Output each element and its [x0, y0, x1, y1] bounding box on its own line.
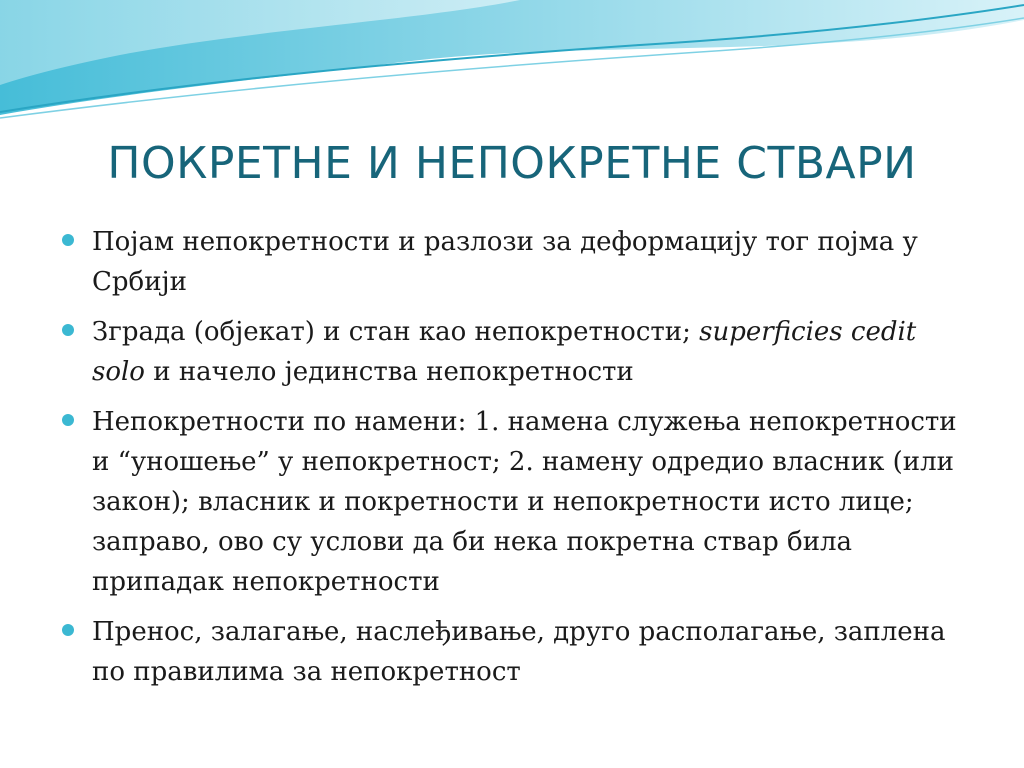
bullet-text: Појам непокретности и разлози за деформацију тог појма у Србији — [92, 227, 918, 297]
bullet-item — [62, 222, 962, 302]
bullet-icon — [62, 234, 74, 246]
wave-decoration — [0, 0, 1024, 130]
bullet-list — [62, 222, 962, 702]
bullet-icon — [62, 324, 74, 336]
bullet-text: Зграда (објекат) и стан као непокретности; superficies cedit solo и начело јединства непокретности — [92, 317, 917, 387]
bullet-item — [62, 612, 962, 692]
bullet-text: Пренос, залагање, наслеђивање, друго располагање, заплена по правилима за непокретност — [92, 617, 946, 687]
bullet-icon — [62, 414, 74, 426]
bullet-text: Непокретности по намени: 1. намена служења непокретности и “уношење” у непокретност; 2. намену одредио власник (или закон); власник и покретности и непокретности исто лице; заправо, ово су услови да би нека покретна ствар била припадак непокретности — [92, 407, 957, 597]
page-title: ПОКРЕТНЕ И НЕПОКРЕТНЕ СТВАРИ — [107, 138, 917, 189]
bullet-item — [62, 402, 962, 602]
bullet-icon — [62, 624, 74, 636]
bullet-item — [62, 312, 962, 392]
